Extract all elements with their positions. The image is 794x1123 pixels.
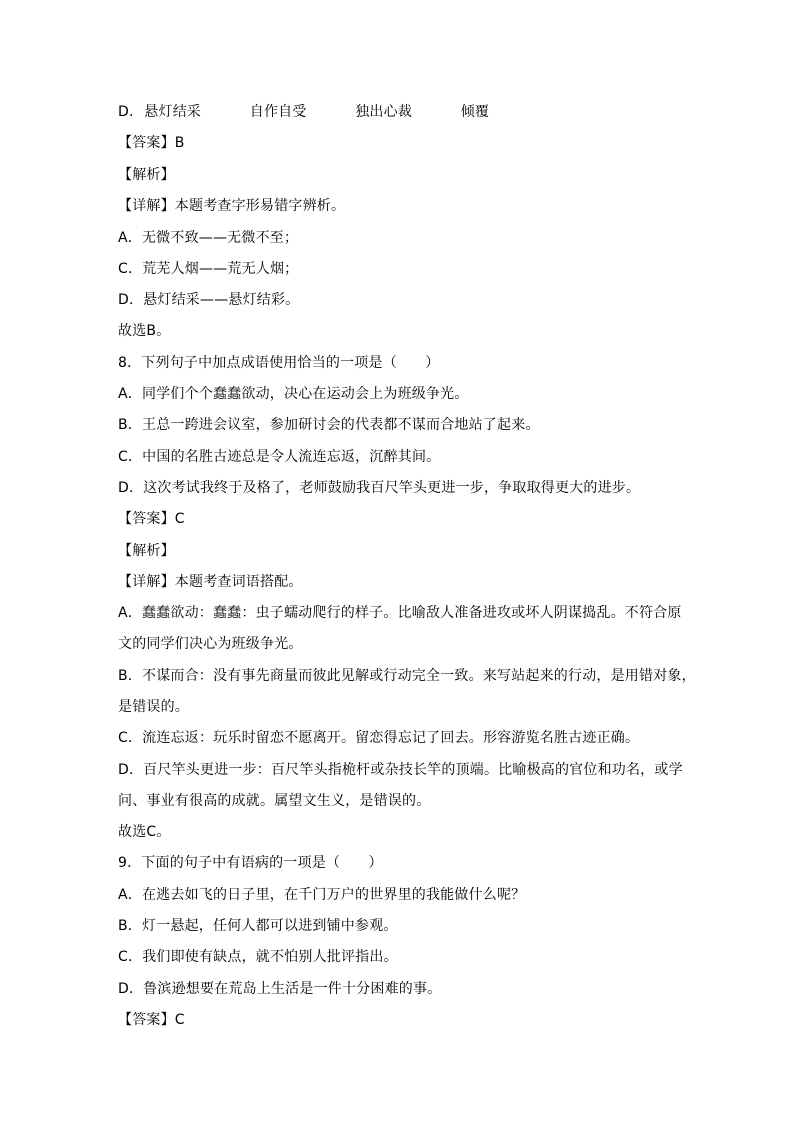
- question-8-option-d: D．这次考试我终于及格了，老师鼓励我百尺竿头更进一步，争取取得更大的进步。: [118, 480, 641, 496]
- answer-line: 【答案】C: [118, 511, 185, 527]
- text-line: 是错误的。: [118, 699, 189, 715]
- conclusion-line: 故选B。: [118, 323, 171, 339]
- text-line: C．荒芜人烟——荒无人烟；: [118, 261, 299, 277]
- question-8-option-b: B．王总一跨进会议室，参加研讨会的代表都不谋而合地站了起来。: [118, 417, 540, 433]
- question-9-option-a: A．在逃去如飞的日子里，在千门万户的世界里的我能做什么呢？: [118, 887, 526, 903]
- text-line: B．不谋而合：没有事先商量而彼此见解或行动完全一致。来写站起来的行动，是用错对象，: [118, 668, 696, 684]
- option-item-2: 自作自受: [249, 104, 307, 120]
- question-9-option-b: B．灯一悬起，任何人都可以进到铺中参观。: [118, 918, 398, 934]
- analysis-heading: 【解析】: [118, 167, 175, 183]
- question-9: 9．下面的句子中有语病的一项是（ ）: [118, 855, 383, 871]
- question-8-option-c: C．中国的名胜古迹总是令人流连忘返，沉醉其间。: [118, 449, 441, 465]
- option-item-4: 倾覆: [460, 104, 490, 120]
- text-line: C．流连忘返：玩乐时留恋不愿离开。留恋得忘记了回去。形容游览名胜古迹正确。: [118, 730, 640, 746]
- text-line: D．悬灯结采——悬灯结彩。: [118, 292, 300, 308]
- option-item-3: 独出心裁: [355, 104, 413, 120]
- text-line: D．百尺竿头更进一步：百尺竿头指桅杆或杂技长竿的顶端。比喻极高的官位和功名，或学: [118, 762, 683, 778]
- text-line: 问、事业有很高的成就。属望文生义，是错误的。: [118, 793, 431, 809]
- detail-line: 【详解】本题考查字形易错字辨析。: [118, 198, 346, 214]
- answer-line: 【答案】B: [118, 135, 185, 151]
- answer-line: 【答案】C: [118, 1012, 185, 1028]
- detail-line: 【详解】本题考查词语搭配。: [118, 574, 303, 590]
- question-8: 8．下列句子中加点成语使用恰当的一项是（ ）: [118, 355, 440, 371]
- option-label: D.: [118, 104, 134, 120]
- text-line: A．蠢蠢欲动：蠢蠢：虫子蠕动爬行的样子。比喻敌人准备进攻或坏人阴谋捣乱。不符合原: [118, 605, 682, 621]
- question-9-option-d: D．鲁滨逊想要在荒岛上生活是一件十分困难的事。: [118, 981, 442, 997]
- text-line: A．无微不致——无微不至；: [118, 230, 299, 246]
- option-row-d: [118, 102, 678, 122]
- question-9-option-c: C．我们即使有缺点，就不怕别人批评指出。: [118, 949, 398, 965]
- text-line: 文的同学们决心为班级争光。: [118, 636, 303, 652]
- analysis-heading: 【解析】: [118, 543, 175, 559]
- option-item-1: 悬灯结采: [144, 104, 202, 120]
- conclusion-line: 故选C。: [118, 824, 171, 840]
- question-8-option-a: A．同学们个个蠢蠢欲动，决心在运动会上为班级争光。: [118, 386, 469, 402]
